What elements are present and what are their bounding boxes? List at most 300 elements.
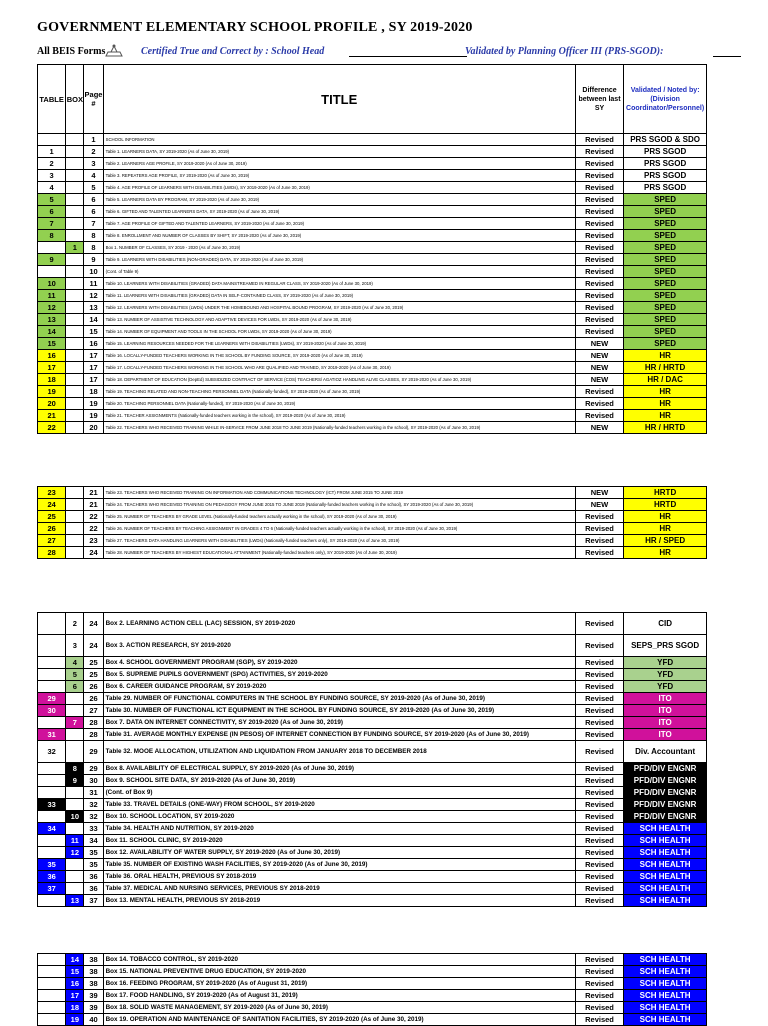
validated-office-cell: Div. Accountant	[624, 741, 707, 763]
item-title-cell: Box 10. SCHOOL LOCATION, SY 2019-2020	[103, 811, 575, 823]
difference-cell: Revised	[575, 218, 623, 230]
difference-cell: NEW	[575, 499, 623, 511]
page-number-cell: 25	[84, 669, 103, 681]
table-number-cell	[38, 978, 66, 990]
validated-office-cell: PRS SGOD	[624, 182, 707, 194]
box-number-cell	[66, 302, 84, 314]
table-row	[38, 1002, 707, 1014]
table-row	[38, 990, 707, 1002]
table-row	[38, 717, 707, 729]
table-row	[38, 242, 707, 254]
validated-office-cell: PFD/DIV ENGNR	[624, 799, 707, 811]
validated-office-cell: SCH HEALTH	[624, 1014, 707, 1026]
difference-cell: Revised	[575, 859, 623, 871]
page-number-cell: 28	[84, 717, 103, 729]
table-row	[38, 693, 707, 705]
box-number-cell: 10	[66, 811, 84, 823]
table-number-cell	[38, 835, 66, 847]
item-title-cell: SCHOOL INFORMATION	[103, 134, 575, 146]
col-header-page: Page #	[84, 65, 103, 134]
difference-cell: Revised	[575, 230, 623, 242]
validated-office-cell: HR	[624, 523, 707, 535]
validated-office-cell: SPED	[624, 338, 707, 350]
table-row	[38, 422, 707, 434]
difference-cell: Revised	[575, 302, 623, 314]
table-row	[38, 266, 707, 278]
validated-office-cell: HR / DAC	[624, 374, 707, 386]
page-number-cell: 26	[84, 681, 103, 693]
validated-office-cell: SCH HEALTH	[624, 895, 707, 907]
difference-cell: Revised	[575, 266, 623, 278]
table-row	[38, 883, 707, 895]
page-number-cell: 32	[84, 799, 103, 811]
table-row	[38, 657, 707, 669]
form-subheader	[37, 46, 709, 60]
difference-cell: Revised	[575, 883, 623, 895]
page-number-cell: 38	[84, 966, 103, 978]
difference-cell: Revised	[575, 1002, 623, 1014]
page-number-cell: 8	[84, 230, 103, 242]
box-number-cell: 17	[66, 990, 84, 1002]
item-title-cell: Table 21. TEACHER ASSIGNMENTS (Nationally-funded teachers working in the school), SY 2019-2020 (As of June 30, 2019)	[103, 410, 575, 422]
table-row	[38, 547, 707, 559]
validated-office-cell: HR	[624, 410, 707, 422]
validated-office-cell: HR	[624, 547, 707, 559]
table-number-cell: 9	[38, 254, 66, 266]
item-title-cell: Table 18. DEPARTMENT OF EDUCATION (DepEd) SUBSIDIZED CONTRACT OF SERVICE (COS) TEACHERS/ AGATIOZ HANDLING ALIVE CLASSES, SY 2019-2020 (As of June 30, 2019)	[103, 374, 575, 386]
difference-cell: Revised	[575, 835, 623, 847]
validated-office-cell: ITO	[624, 693, 707, 705]
box-number-cell	[66, 218, 84, 230]
page-number-cell: 11	[84, 278, 103, 290]
validated-office-cell: HR	[624, 398, 707, 410]
table-row	[38, 158, 707, 170]
table-row	[38, 487, 707, 499]
table-number-cell	[38, 811, 66, 823]
item-title-cell: Table 24. TEACHERS WHO RECEIVED TRAINING ON PEDAGOGY FROM JUNE 2015 TO JUNE 2019 (Nationally-funded teachers working in the school), SY 2019-2020 (As of June 30, 2019)	[103, 499, 575, 511]
validated-office-cell: SCH HEALTH	[624, 847, 707, 859]
table-row	[38, 523, 707, 535]
table-row	[38, 681, 707, 693]
profile-table-health	[37, 953, 707, 1026]
box-number-cell	[66, 787, 84, 799]
validated-office-cell: ITO	[624, 717, 707, 729]
table-number-cell: 37	[38, 883, 66, 895]
table-row	[38, 635, 707, 657]
difference-cell: Revised	[575, 326, 623, 338]
difference-cell: Revised	[575, 635, 623, 657]
difference-cell: Revised	[575, 823, 623, 835]
table-number-cell	[38, 681, 66, 693]
box-number-cell: 7	[66, 717, 84, 729]
page-number-cell: 6	[84, 206, 103, 218]
table-number-cell: 13	[38, 314, 66, 326]
item-title-cell: Table 32. MOOE ALLOCATION, UTILIZATION AND LIQUIDATION FROM JANUARY 2018 TO DECEMBER 2018	[103, 741, 575, 763]
difference-cell: Revised	[575, 170, 623, 182]
page-number-cell: 25	[84, 657, 103, 669]
page-number-cell: 39	[84, 990, 103, 1002]
table-number-cell: 19	[38, 386, 66, 398]
table-number-cell: 11	[38, 290, 66, 302]
item-title-cell: Table 19. TEACHING RELATED AND NON-TEACHING PERSONNEL DATA (Nationally-funded), SY 2019-2020 (As of June 30, 2019)	[103, 386, 575, 398]
table-row	[38, 511, 707, 523]
table-number-cell: 34	[38, 823, 66, 835]
box-number-cell	[66, 871, 84, 883]
item-title-cell: Table 26. NUMBER OF TEACHERS BY TEACHING ASSIGNMENT IN GRADES 4 TO 6 (Nationally-funded teachers actually working in the school), SY 2019-2020 (As of June 30, 2019)	[103, 523, 575, 535]
planning-officer-signature-line[interactable]	[713, 56, 741, 57]
item-title-cell: Table 1. LEARNERS DATA, SY 2019-2020 (As of June 30, 2019)	[103, 146, 575, 158]
box-number-cell	[66, 398, 84, 410]
table-number-cell: 31	[38, 729, 66, 741]
table-number-cell: 22	[38, 422, 66, 434]
item-title-cell: Box 6. CAREER GUIDANCE PROGRAM, SY 2019-2020	[103, 681, 575, 693]
table-number-cell: 30	[38, 705, 66, 717]
item-title-cell: Table 35. NUMBER OF EXISTING WASH FACILITIES, SY 2019-2020 (As of June 30, 2019)	[103, 859, 575, 871]
box-number-cell	[66, 194, 84, 206]
page-number-cell: 4	[84, 170, 103, 182]
item-title-cell: Table 27. TEACHERS DATA HANDLING LEARNERS WITH DISABILITIES (LWDs) (Nationally-funded teachers only), SY 2019-2020 (As of June 30, 2019)	[103, 535, 575, 547]
validated-office-cell: YFD	[624, 681, 707, 693]
box-number-cell	[66, 290, 84, 302]
validated-office-cell: SPED	[624, 230, 707, 242]
validated-office-cell: HR	[624, 350, 707, 362]
box-number-cell	[66, 422, 84, 434]
item-title-cell: (Cont. of Table 9)	[103, 266, 575, 278]
validated-office-cell: HR / HRTD	[624, 362, 707, 374]
difference-cell: Revised	[575, 206, 623, 218]
box-number-cell	[66, 487, 84, 499]
table-row	[38, 230, 707, 242]
col-header-table: TABLE	[38, 65, 66, 134]
table-number-cell	[38, 242, 66, 254]
item-title-cell: Table 6. GIFTED AND TALENTED LEARNERS DATA, SY 2019-2020 (As of June 30, 2019)	[103, 206, 575, 218]
item-title-cell: Table 37. MEDICAL AND NURSING SERVICES, PREVIOUS SY 2018-2019	[103, 883, 575, 895]
difference-cell: Revised	[575, 547, 623, 559]
table-row	[38, 895, 707, 907]
difference-cell: Revised	[575, 278, 623, 290]
page-number-cell: 12	[84, 290, 103, 302]
difference-cell: Revised	[575, 895, 623, 907]
box-number-cell	[66, 386, 84, 398]
item-title-cell: Table 11. LEARNERS WITH DISABILITIES (GRADED) DATA IN SELF-CONTAINED CLASS, SY 2019-2020 (As of June 30, 2019)	[103, 290, 575, 302]
difference-cell: Revised	[575, 717, 623, 729]
validated-office-cell: HR	[624, 386, 707, 398]
validated-office-cell: CID	[624, 613, 707, 635]
difference-cell: Revised	[575, 787, 623, 799]
page-number-cell: 30	[84, 775, 103, 787]
item-title-cell: Table 31. AVERAGE MONTHLY EXPENSE (IN PESOS) OF INTERNET CONNECTION BY FUNDING SOURCE, SY 2019-2020 (As of June 30, 2019)	[103, 729, 575, 741]
box-number-cell	[66, 741, 84, 763]
table-row	[38, 613, 707, 635]
box-number-cell	[66, 374, 84, 386]
validated-office-cell: PFD/DIV ENGNR	[624, 811, 707, 823]
difference-cell: Revised	[575, 741, 623, 763]
table-number-cell: 1	[38, 146, 66, 158]
item-title-cell: Table 29. NUMBER OF FUNCTIONAL COMPUTERS IN THE SCHOOL BY FUNDING SOURCE, SY 2019-2020 (As of June 30, 2019)	[103, 693, 575, 705]
page-number-cell: 15	[84, 326, 103, 338]
difference-cell: Revised	[575, 410, 623, 422]
item-title-cell: Table 10. LEARNERS WITH DISABILITIES (GRADED) DATA MAINSTREAMED IN REGULAR CLASS, SY 2019-2020 (As of June 30, 2019)	[103, 278, 575, 290]
table-row	[38, 835, 707, 847]
validated-office-cell: HRTD	[624, 499, 707, 511]
school-head-signature-line[interactable]	[349, 56, 467, 57]
box-number-cell	[66, 547, 84, 559]
difference-cell: Revised	[575, 134, 623, 146]
page-number-cell: 31	[84, 787, 103, 799]
table-number-cell: 4	[38, 182, 66, 194]
validated-office-cell: PRS SGOD	[624, 146, 707, 158]
difference-cell: Revised	[575, 290, 623, 302]
box-number-cell	[66, 823, 84, 835]
table-row	[38, 729, 707, 741]
box-number-cell: 1	[66, 242, 84, 254]
table-number-cell: 35	[38, 859, 66, 871]
validated-office-cell: SPED	[624, 302, 707, 314]
table-row	[38, 775, 707, 787]
table-number-cell: 20	[38, 398, 66, 410]
box-number-cell	[66, 535, 84, 547]
item-title-cell: Table 30. NUMBER OF FUNCTIONAL ICT EQUIPMENT IN THE SCHOOL BY FUNDING SOURCE, SY 2019-2020 (As of June 30, 2019)	[103, 705, 575, 717]
table-number-cell: 36	[38, 871, 66, 883]
validated-office-cell: SCH HEALTH	[624, 859, 707, 871]
difference-cell: Revised	[575, 847, 623, 859]
page-number-cell: 14	[84, 314, 103, 326]
item-title-cell: Box 13. MENTAL HEALTH, PREVIOUS SY 2018-2019	[103, 895, 575, 907]
page-number-cell: 2	[84, 146, 103, 158]
table-number-cell	[38, 669, 66, 681]
item-title-cell: Table 12. LEARNERS WITH DISABILITIES (LWDs) UNDER THE HOMEBOUND AND HOSPITAL BOUND PROGRAM, SY 2019-2020 (As of June 30, 2019)	[103, 302, 575, 314]
item-title-cell: Table 14. NUMBER OF EQUIPMENT AND TOOLS IN THE SCHOOL FOR LWDs, SY 2019-2020 (As of June 30, 2019)	[103, 326, 575, 338]
page-number-cell: 26	[84, 693, 103, 705]
box-number-cell	[66, 693, 84, 705]
table-row	[38, 859, 707, 871]
page-number-cell: 9	[84, 254, 103, 266]
table-row	[38, 954, 707, 966]
page-number-cell: 24	[84, 547, 103, 559]
difference-cell: Revised	[575, 799, 623, 811]
page-number-cell: 33	[84, 823, 103, 835]
box-number-cell	[66, 326, 84, 338]
table-row	[38, 278, 707, 290]
table-row	[38, 218, 707, 230]
page-number-cell: 19	[84, 410, 103, 422]
item-title-cell: Table 8. ENROLLMENT AND NUMBER OF CLASSES BY SHIFT, SY 2019-2020 (As of June 30, 2019)	[103, 230, 575, 242]
difference-cell: NEW	[575, 487, 623, 499]
page-number-cell: 37	[84, 895, 103, 907]
item-title-cell: Table 7. AGE PROFILE OF GIFTED AND TALENTED LEARNERS, SY 2019-2020 (As of June 30, 2019)	[103, 218, 575, 230]
box-number-cell	[66, 859, 84, 871]
box-number-cell	[66, 170, 84, 182]
validated-office-cell: SPED	[624, 254, 707, 266]
box-number-cell	[66, 350, 84, 362]
table-number-cell: 28	[38, 547, 66, 559]
table-number-cell: 21	[38, 410, 66, 422]
difference-cell: NEW	[575, 338, 623, 350]
table-number-cell	[38, 847, 66, 859]
item-title-cell: Table 13. NUMBER OF ASSISTIVE TECHNOLOGY AND ADAPTIVE DEVICES FOR LWDs, SY 2019-2020 (As of June 30, 2019)	[103, 314, 575, 326]
difference-cell: Revised	[575, 729, 623, 741]
difference-cell: Revised	[575, 1014, 623, 1026]
box-number-cell: 11	[66, 835, 84, 847]
item-title-cell: Box 5. SUPREME PUPILS GOVERNMENT (SPG) ACTIVITIES, SY 2019-2020	[103, 669, 575, 681]
validated-office-cell: SCH HEALTH	[624, 954, 707, 966]
difference-cell: Revised	[575, 146, 623, 158]
box-number-cell: 15	[66, 966, 84, 978]
item-title-cell: Box 18. SOLID WASTE MANAGEMENT, SY 2019-2020 (As of June 30, 2019)	[103, 1002, 575, 1014]
difference-cell: Revised	[575, 811, 623, 823]
validated-office-cell: SEPS_PRS SGOD	[624, 635, 707, 657]
validated-office-cell: PFD/DIV ENGNR	[624, 787, 707, 799]
validated-office-cell: SPED	[624, 266, 707, 278]
page-number-cell: 20	[84, 422, 103, 434]
table-number-cell: 33	[38, 799, 66, 811]
table-number-cell	[38, 954, 66, 966]
item-title-cell: Table 28. NUMBER OF TEACHERS BY HIGHEST EDUCATIONAL ATTAINMENT (Nationally-funded teachers only), SY 2019-2020 (As of June 30, 2019)	[103, 547, 575, 559]
item-title-cell: Table 34. HEALTH AND NUTRITION, SY 2019-2020	[103, 823, 575, 835]
difference-cell: Revised	[575, 194, 623, 206]
item-title-cell: Table 17. LOCALLY-FUNDED TEACHERS WORKING IN THE SCHOOL WHO ARE QUALIFIED AND TRAINED, SY 2019-2020 (As of June 30, 2019)	[103, 362, 575, 374]
box-number-cell	[66, 134, 84, 146]
box-number-cell: 18	[66, 1002, 84, 1014]
table-row	[38, 134, 707, 146]
validated-office-cell: HR	[624, 511, 707, 523]
table-row	[38, 338, 707, 350]
table-number-cell: 2	[38, 158, 66, 170]
box-number-cell: 2	[66, 613, 84, 635]
validated-office-cell: HRTD	[624, 487, 707, 499]
page-number-cell: 21	[84, 499, 103, 511]
validated-office-cell: SPED	[624, 194, 707, 206]
item-title-cell: Table 16. LOCALLY-FUNDED TEACHERS WORKING IN THE SCHOOL BY FUNDING SOURCE, SY 2019-2020 (As of June 30, 2019)	[103, 350, 575, 362]
page-number-cell: 1	[84, 134, 103, 146]
page-number-cell: 36	[84, 883, 103, 895]
difference-cell: Revised	[575, 535, 623, 547]
school-logo-icon	[104, 43, 124, 58]
table-number-cell: 5	[38, 194, 66, 206]
item-title-cell: Box 19. OPERATION AND MAINTENANCE OF SANITATION FACILITIES, SY 2019-2020 (As of June 30, 2019)	[103, 1014, 575, 1026]
box-number-cell	[66, 799, 84, 811]
validated-office-cell: SCH HEALTH	[624, 883, 707, 895]
validated-by-label: Validated by Planning Officer III (PRS-SGOD):	[465, 46, 664, 57]
table-row	[38, 206, 707, 218]
difference-cell: Revised	[575, 613, 623, 635]
box-number-cell	[66, 410, 84, 422]
item-title-cell: Box 2. LEARNING ACTION CELL (LAC) SESSION, SY 2019-2020	[103, 613, 575, 635]
table-number-cell	[38, 775, 66, 787]
page-number-cell: 5	[84, 182, 103, 194]
table-header-row	[38, 65, 707, 134]
box-number-cell	[66, 266, 84, 278]
validated-office-cell: SCH HEALTH	[624, 990, 707, 1002]
table-row	[38, 146, 707, 158]
item-title-cell: Box 9. SCHOOL SITE DATA, SY 2019-2020 (As of June 30, 2019)	[103, 775, 575, 787]
box-number-cell	[66, 338, 84, 350]
validated-office-cell: SPED	[624, 206, 707, 218]
validated-office-cell: SPED	[624, 314, 707, 326]
profile-table-teachers	[37, 486, 707, 559]
validated-office-cell: ITO	[624, 705, 707, 717]
table-row	[38, 374, 707, 386]
validated-office-cell: PFD/DIV ENGNR	[624, 763, 707, 775]
table-row	[38, 535, 707, 547]
validated-office-cell: SPED	[624, 242, 707, 254]
difference-cell: NEW	[575, 422, 623, 434]
table-row	[38, 386, 707, 398]
table-row	[38, 978, 707, 990]
difference-cell: Revised	[575, 990, 623, 1002]
box-number-cell	[66, 182, 84, 194]
item-title-cell: Table 33. TRAVEL DETAILS (ONE-WAY) FROM SCHOOL, SY 2019-2020	[103, 799, 575, 811]
difference-cell: Revised	[575, 511, 623, 523]
table-number-cell	[38, 134, 66, 146]
page-number-cell: 38	[84, 954, 103, 966]
table-number-cell: 25	[38, 511, 66, 523]
box-number-cell: 9	[66, 775, 84, 787]
page-number-cell: 39	[84, 1002, 103, 1014]
difference-cell: Revised	[575, 158, 623, 170]
page-number-cell: 21	[84, 487, 103, 499]
table-number-cell	[38, 717, 66, 729]
table-row	[38, 182, 707, 194]
page-number-cell: 23	[84, 535, 103, 547]
item-title-cell: Box 1. NUMBER OF CLASSES, SY 2019 - 2020 (As of June 30, 2019)	[103, 242, 575, 254]
validated-office-cell: SPED	[624, 278, 707, 290]
box-number-cell	[66, 362, 84, 374]
item-title-cell: Box 7. DATA ON INTERNET CONNECTIVITY, SY 2019-2020 (As of June 30, 2019)	[103, 717, 575, 729]
table-number-cell: 10	[38, 278, 66, 290]
item-title-cell: Box 8. AVAILABILITY OF ELECTRICAL SUPPLY, SY 2019-2020 (As of June 30, 2019)	[103, 763, 575, 775]
difference-cell: NEW	[575, 374, 623, 386]
item-title-cell: Box 16. FEEDING PROGRAM, SY 2019-2020 (As of August 31, 2019)	[103, 978, 575, 990]
page-number-cell: 3	[84, 158, 103, 170]
item-title-cell: Table 23. TEACHERS WHO RECEIVED TRAINING ON INFORMATION AND COMMUNICATIONS TECHNOLOGY (ICT) FROM JUNE 2015 TO JUNE 2019	[103, 487, 575, 499]
difference-cell: Revised	[575, 871, 623, 883]
box-number-cell: 13	[66, 895, 84, 907]
table-row	[38, 314, 707, 326]
difference-cell: Revised	[575, 966, 623, 978]
page-number-cell: 10	[84, 266, 103, 278]
difference-cell: Revised	[575, 398, 623, 410]
box-number-cell: 8	[66, 763, 84, 775]
validated-office-cell: SCH HEALTH	[624, 1002, 707, 1014]
table-number-cell	[38, 657, 66, 669]
box-number-cell: 6	[66, 681, 84, 693]
table-row	[38, 326, 707, 338]
item-title-cell: Box 11. SCHOOL CLINIC, SY 2019-2020	[103, 835, 575, 847]
item-title-cell: (Cont. of Box 9)	[103, 787, 575, 799]
difference-cell: NEW	[575, 362, 623, 374]
table-row	[38, 705, 707, 717]
difference-cell: Revised	[575, 314, 623, 326]
box-number-cell	[66, 523, 84, 535]
page-number-cell: 6	[84, 194, 103, 206]
table-row	[38, 787, 707, 799]
difference-cell: Revised	[575, 693, 623, 705]
item-title-cell: Table 5. LEARNERS DATA BY PROGRAM, SY 2019-2020 (As of June 30, 2019)	[103, 194, 575, 206]
page-number-cell: 18	[84, 386, 103, 398]
page-number-cell: 27	[84, 705, 103, 717]
table-number-cell: 14	[38, 326, 66, 338]
table-number-cell: 23	[38, 487, 66, 499]
validated-office-cell: PRS SGOD	[624, 158, 707, 170]
table-row	[38, 350, 707, 362]
page-number-cell: 24	[84, 635, 103, 657]
box-number-cell	[66, 314, 84, 326]
page-number-cell: 17	[84, 362, 103, 374]
table-row	[38, 823, 707, 835]
table-number-cell	[38, 966, 66, 978]
table-number-cell: 3	[38, 170, 66, 182]
